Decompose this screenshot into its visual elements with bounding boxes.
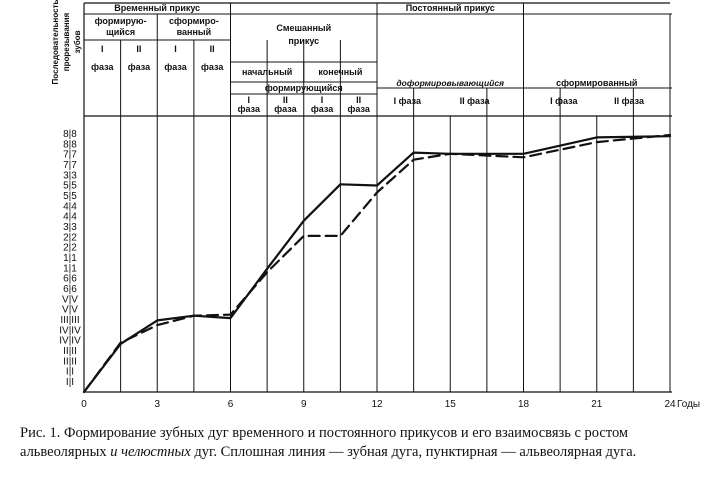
phase-word-label: фаза xyxy=(127,62,151,72)
caption-text-italic: и челюстных xyxy=(110,444,191,460)
phase-label: I фаза xyxy=(393,96,421,106)
temporary-bite-label: Временный прикус xyxy=(114,3,201,13)
mixed-bite-label: прикус xyxy=(288,36,320,46)
final-label: конечный xyxy=(318,67,363,77)
phase-word-label: фаза xyxy=(237,104,260,114)
y-tick-label: 5|5 xyxy=(63,191,77,202)
phase-word-label: фаза xyxy=(274,104,297,114)
phase-label: II фаза xyxy=(614,96,644,106)
x-tick-label: 18 xyxy=(517,399,530,410)
caption-text-2: дуг. Сплошная линия — зубная дуга, пунктирная — альвеолярная дуга. xyxy=(190,444,637,460)
phase-number-label: II xyxy=(136,44,142,54)
phase-word-label: фаза xyxy=(201,62,224,72)
phase-number-label: II xyxy=(209,44,215,54)
y-tick-label: III|III xyxy=(60,315,80,326)
y-tick-label: 8|8 xyxy=(63,139,77,151)
y-tick-label: IV|IV xyxy=(59,325,81,337)
y-tick-label: V|V xyxy=(62,304,78,316)
forming-temp-label: формирую- xyxy=(94,16,147,26)
y-tick-label: I|I xyxy=(65,377,75,388)
caption-text-1: Рис. 1. Формирование зубных дуг временного и постоянного прикусов и его взаимосвязь с ростом альвеолярных xyxy=(20,425,629,460)
phase-label: I фаза xyxy=(550,96,578,106)
y-axis-title-line: Последовательность xyxy=(51,0,60,85)
y-tick-label: 4|4 xyxy=(63,201,77,213)
y-tick-label: 6|6 xyxy=(63,273,77,285)
mixed-bite-label: Смешанный xyxy=(276,23,332,33)
y-tick-label: V|V xyxy=(62,294,78,306)
x-tick-label: 0 xyxy=(81,399,87,410)
figure-caption xyxy=(20,424,710,462)
y-axis-title-line: прорезывания xyxy=(62,12,71,72)
x-tick-label: 12 xyxy=(371,399,383,410)
phase-word-label: фаза xyxy=(347,104,370,114)
permanent-bite-label: Постоянный прикус xyxy=(405,3,495,13)
y-tick-label: 7|7 xyxy=(63,160,77,171)
phase-label: II фаза xyxy=(459,96,490,106)
y-tick-label: 8|8 xyxy=(63,129,77,140)
y-tick-label: II|II xyxy=(63,356,77,368)
header-labels xyxy=(51,0,645,114)
y-tick-label: 2|2 xyxy=(63,242,77,254)
phase-number-label: II xyxy=(356,95,362,105)
x-tick-label: 15 xyxy=(444,399,456,410)
x-tick-label: 21 xyxy=(591,399,603,410)
phase-number-label: I xyxy=(174,44,177,54)
x-unit-label: Годы xyxy=(677,399,701,410)
reforming-label: доформировывающийся xyxy=(396,78,505,88)
phase-word-label: фаза xyxy=(91,62,114,72)
forming-temp-label: щийся xyxy=(106,27,136,37)
formed-temp-label: ванный xyxy=(176,27,212,37)
x-tick-label: 24 xyxy=(664,399,676,410)
y-tick-label: 3|3 xyxy=(63,170,77,182)
y-tick-label: 1|1 xyxy=(63,263,77,275)
x-tick-label: 6 xyxy=(227,399,234,410)
initial-label: начальный xyxy=(241,67,293,77)
y-tick-label: 3|3 xyxy=(63,222,77,233)
y-tick-label: 7|7 xyxy=(63,149,77,161)
forming-label: формирующийся xyxy=(264,83,343,93)
y-tick-label: 2|2 xyxy=(63,232,77,244)
x-tick-label: 9 xyxy=(300,399,307,410)
phase-word-label: фаза xyxy=(164,62,187,72)
formed-temp-label: сформиро- xyxy=(168,16,219,26)
y-tick-label: 5|5 xyxy=(63,180,77,192)
x-tick-label: 3 xyxy=(154,399,161,410)
phase-word-label: фаза xyxy=(310,104,334,114)
y-tick-label: II|II xyxy=(63,346,77,357)
y-axis-title-line: зубов xyxy=(73,30,82,54)
phase-number-label: I xyxy=(320,95,324,105)
y-tick-label: I|I xyxy=(65,366,75,378)
y-axis-title xyxy=(51,0,82,84)
x-axis-ticks xyxy=(81,399,700,410)
phase-number-label: I xyxy=(247,95,251,105)
formed-label: сформированный xyxy=(556,78,638,88)
y-tick-label: IV|IV xyxy=(59,335,81,347)
y-tick-label: 4|4 xyxy=(63,211,77,223)
phase-number-label: II xyxy=(282,95,288,105)
y-axis-ticks xyxy=(59,129,81,388)
phase-number-label: I xyxy=(101,44,104,54)
y-tick-label: 6|6 xyxy=(63,284,77,295)
y-tick-label: 1|1 xyxy=(63,253,77,264)
